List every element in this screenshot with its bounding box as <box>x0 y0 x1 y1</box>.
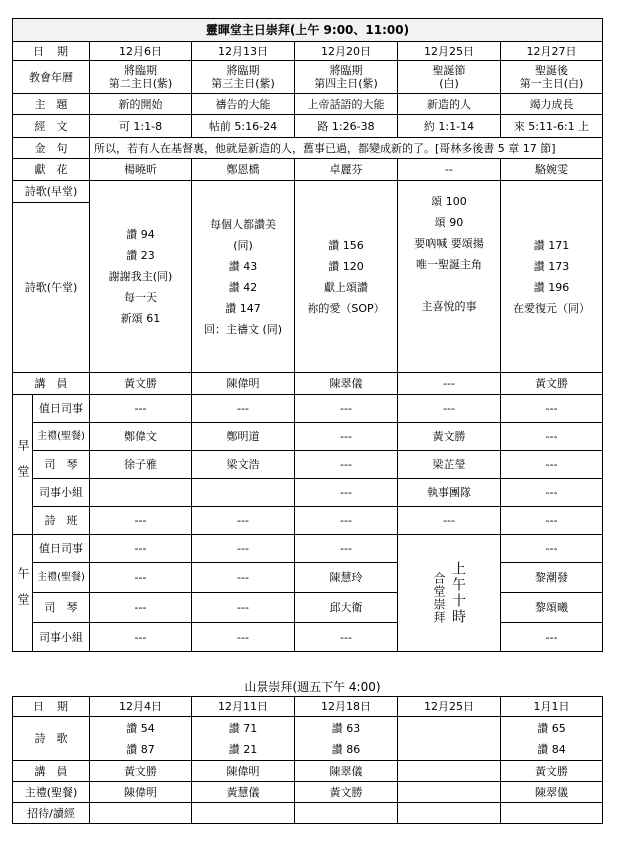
role-cell: --- <box>192 507 295 535</box>
hymn-line <box>398 275 500 296</box>
hymn-line: 讚 84 <box>537 742 566 756</box>
sub-host-cell: 黃文勝 <box>295 782 398 803</box>
role-label: 值日司事 <box>33 395 90 423</box>
hymn-cell <box>90 181 192 373</box>
hymn-line: 讚 21 <box>228 742 258 756</box>
golden-verse: 所以，若有人在基督裏，他就是新造的人，舊事已過，都變成新的了。[哥林多後書 5 章 17 節] <box>90 138 603 159</box>
sub-speaker-cell: 陳偉明 <box>192 761 295 782</box>
role-cell: 黃文勝 <box>398 423 501 451</box>
role-cell: --- <box>501 507 603 535</box>
role-cell <box>192 479 295 507</box>
hymn-line: 頌 100 <box>431 195 467 208</box>
role-cell: --- <box>90 563 192 593</box>
flower-cell: 楊曉昕 <box>90 159 192 181</box>
role-cell: --- <box>192 395 295 423</box>
season-line: 第一主日(白) <box>519 77 584 90</box>
role-cell: --- <box>501 451 603 479</box>
sub-speaker-cell: 黃文勝 <box>501 761 603 782</box>
season-cell <box>192 61 295 94</box>
role-cell: --- <box>295 451 398 479</box>
date-cell: 12月27日 <box>501 42 603 61</box>
hymn-cell <box>192 181 295 373</box>
flower-cell: -- <box>398 159 501 181</box>
role-cell: 梁芷瑩 <box>398 451 501 479</box>
role-cell: --- <box>90 593 192 623</box>
flower-cell: 鄭恩橋 <box>192 159 295 181</box>
flower-cell: 駱婉雯 <box>501 159 603 181</box>
hymn-line: 謝謝我主(同) <box>108 270 173 283</box>
sub-usher-cell <box>295 803 398 824</box>
theme-cell: 上帝話語的大能 <box>295 94 398 115</box>
season-cell <box>90 61 192 94</box>
role-label: 司 琴 <box>33 451 90 479</box>
scripture-cell: 來 5:11-6:1 上 <box>501 115 603 138</box>
role-cell: --- <box>90 395 192 423</box>
role-label: 司事小組 <box>33 623 90 652</box>
sub-date-cell: 1月1日 <box>501 697 603 717</box>
hymn-line: 讚 147 <box>225 301 261 315</box>
main-title: 靈暉堂主日崇拜(上午 9:00、11:00) <box>13 19 603 42</box>
speaker-cell: --- <box>398 373 501 395</box>
season-line: 第二主日(紫) <box>108 77 173 90</box>
theme-cell: 新造的人 <box>398 94 501 115</box>
role-cell: --- <box>398 395 501 423</box>
role-cell: --- <box>192 563 295 593</box>
sub-host-cell <box>398 782 501 803</box>
sub-date-label: 日 期 <box>13 697 90 717</box>
role-cell: 邱大衛 <box>295 593 398 623</box>
combined-service-time: 上午十時 <box>450 561 466 625</box>
hymn-line: 讚 43 <box>228 259 258 273</box>
hymn-morning-label: 詩歌(早堂) <box>13 181 90 203</box>
theme-cell: 新的開始 <box>90 94 192 115</box>
role-cell: 梁文浩 <box>192 451 295 479</box>
sub-usher-cell <box>192 803 295 824</box>
sub-usher-cell <box>501 803 603 824</box>
sub-date-cell: 12月18日 <box>295 697 398 717</box>
hymn-cell <box>501 181 603 373</box>
noon-group-label <box>13 535 33 652</box>
season-cell <box>398 61 501 94</box>
scripture-cell: 帖前 5:16-24 <box>192 115 295 138</box>
role-label: 主禮(聖餐) <box>33 423 90 451</box>
hymn-line: 頌 90 <box>434 216 464 229</box>
hymn-line: (同) <box>233 238 253 252</box>
mountain-schedule-table <box>12 696 603 824</box>
role-cell: --- <box>295 507 398 535</box>
hymn-line: 讚 173 <box>533 259 570 273</box>
morning-group-text: 早堂 <box>16 438 30 491</box>
sub-host-label: 主禮(聖餐) <box>13 782 90 803</box>
role-cell: 黎頌曦 <box>501 593 603 623</box>
hymn-line: 祢的愛（SOP） <box>307 301 385 315</box>
date-cell: 12月6日 <box>90 42 192 61</box>
speaker-cell: 陳偉明 <box>192 373 295 395</box>
sub-hymn-cell <box>90 717 192 761</box>
hymn-line: 獻上頌讚 <box>324 280 368 294</box>
hymn-cell <box>295 181 398 373</box>
hymn-line: 讚 94 <box>126 228 155 241</box>
role-cell: --- <box>501 423 603 451</box>
role-cell: --- <box>501 395 603 423</box>
sub-usher-cell <box>90 803 192 824</box>
season-line: 將臨期 <box>124 64 157 77</box>
sub-hymn-cell <box>295 717 398 761</box>
hymn-line: 讚 23 <box>126 249 155 262</box>
mountain-service-title: 山景崇拜(週五下午 4:00) <box>244 680 381 694</box>
season-label: 教會年曆 <box>13 61 90 94</box>
hymn-line: 唯一聖誕主角 <box>416 258 482 271</box>
role-cell: 黎潮發 <box>501 563 603 593</box>
sub-host-cell: 陳偉明 <box>90 782 192 803</box>
sub-hymn-cell <box>501 717 603 761</box>
sub-date-cell: 12月11日 <box>192 697 295 717</box>
speaker-cell: 黃文勝 <box>501 373 603 395</box>
role-cell: --- <box>90 535 192 563</box>
date-cell: 12月13日 <box>192 42 295 61</box>
season-line: 第三主日(紫) <box>211 77 275 90</box>
hymn-line: 讚 63 <box>331 721 361 735</box>
sub-speaker-cell <box>398 761 501 782</box>
sub-usher-cell <box>398 803 501 824</box>
hymn-line: 讚 42 <box>228 280 258 294</box>
theme-label: 主 題 <box>13 94 90 115</box>
combined-service-cell <box>398 535 501 652</box>
role-cell <box>90 479 192 507</box>
sub-hymn-cell <box>398 717 501 761</box>
role-cell: --- <box>501 535 603 563</box>
hymn-line: 主喜悅的事 <box>421 300 477 313</box>
hymn-line: 要吶喊 要頌揚 <box>414 237 484 250</box>
main-schedule-table <box>12 18 603 652</box>
role-cell: --- <box>192 623 295 652</box>
role-cell: 陳慧玲 <box>295 563 398 593</box>
role-label: 詩 班 <box>33 507 90 535</box>
theme-cell: 禱告的大能 <box>192 94 295 115</box>
date-cell: 12月20日 <box>295 42 398 61</box>
role-label: 主禮(聖餐) <box>33 563 90 593</box>
date-cell: 12月25日 <box>398 42 501 61</box>
hymn-line: 新頌 61 <box>120 312 161 325</box>
role-cell: 鄭偉文 <box>90 423 192 451</box>
role-cell: --- <box>192 593 295 623</box>
verse-label: 金 句 <box>13 138 90 159</box>
role-cell: --- <box>295 423 398 451</box>
role-label: 司事小組 <box>33 479 90 507</box>
scripture-cell: 路 1:26-38 <box>295 115 398 138</box>
hymn-line: 在愛復元（同） <box>513 301 590 315</box>
hymn-line: 讚 156 <box>328 238 364 252</box>
role-cell: --- <box>192 535 295 563</box>
season-line: 聖誕節 <box>432 64 466 77</box>
theme-cell: 竭力成長 <box>501 94 603 115</box>
hymn-line: 讚 87 <box>126 742 155 756</box>
morning-group-label <box>13 395 33 535</box>
hymn-line: 讚 120 <box>328 259 364 273</box>
sub-speaker-cell: 陳翠儀 <box>295 761 398 782</box>
season-line: 聖誕後 <box>535 64 568 77</box>
scripture-label: 經 文 <box>13 115 90 138</box>
hymn-line: 回：主禱文 (同) <box>203 322 283 336</box>
sub-host-cell: 黃慧儀 <box>192 782 295 803</box>
role-cell: --- <box>295 479 398 507</box>
sub-date-cell: 12月25日 <box>398 697 501 717</box>
hymn-line: 每一天 <box>124 291 157 304</box>
scripture-cell: 可 1:1-8 <box>90 115 192 138</box>
season-cell <box>501 61 603 94</box>
sub-date-cell: 12月4日 <box>90 697 192 717</box>
combined-service-label: 合堂崇拜 <box>432 572 446 624</box>
hymn-cell <box>398 181 501 373</box>
season-line: 將臨期 <box>226 64 260 77</box>
role-label: 值日司事 <box>33 535 90 563</box>
hymn-line: 讚 65 <box>537 721 566 735</box>
sub-hymn-cell <box>192 717 295 761</box>
role-cell: --- <box>90 507 192 535</box>
role-label: 司 琴 <box>33 593 90 623</box>
speaker-label: 講 員 <box>13 373 90 395</box>
role-cell: --- <box>501 623 603 652</box>
date-label: 日 期 <box>13 42 90 61</box>
scripture-cell: 約 1:1-14 <box>398 115 501 138</box>
season-cell <box>295 61 398 94</box>
season-line: 第四主日(紫) <box>314 77 378 90</box>
role-cell: --- <box>90 623 192 652</box>
hymn-line: 讚 196 <box>533 280 570 294</box>
hymn-line: 每個人都讚美 <box>210 217 276 231</box>
flower-label: 獻 花 <box>13 159 90 181</box>
sub-hymn-label: 詩 歌 <box>13 717 90 761</box>
role-cell: 徐子雅 <box>90 451 192 479</box>
role-cell: --- <box>295 535 398 563</box>
role-cell: 鄭明道 <box>192 423 295 451</box>
role-cell: --- <box>295 623 398 652</box>
season-line: (白) <box>439 77 459 90</box>
hymn-line: 讚 71 <box>228 721 258 735</box>
hymn-noon-label: 詩歌(午堂) <box>13 203 90 373</box>
hymn-line: 讚 54 <box>126 721 155 735</box>
sub-speaker-label: 講 員 <box>13 761 90 782</box>
flower-cell: 卓麗芬 <box>295 159 398 181</box>
role-cell: 執事團隊 <box>398 479 501 507</box>
sub-usher-label: 招待/讀經 <box>13 803 90 824</box>
season-line: 將臨期 <box>329 64 363 77</box>
speaker-cell: 陳翠儀 <box>295 373 398 395</box>
hymn-line: 讚 86 <box>331 742 361 756</box>
role-cell: --- <box>501 479 603 507</box>
sub-host-cell: 陳翠儀 <box>501 782 603 803</box>
role-cell: --- <box>295 395 398 423</box>
speaker-cell: 黃文勝 <box>90 373 192 395</box>
role-cell: --- <box>398 507 501 535</box>
noon-group-text: 午堂 <box>16 567 30 619</box>
sub-speaker-cell: 黃文勝 <box>90 761 192 782</box>
hymn-line: 讚 171 <box>533 238 570 252</box>
